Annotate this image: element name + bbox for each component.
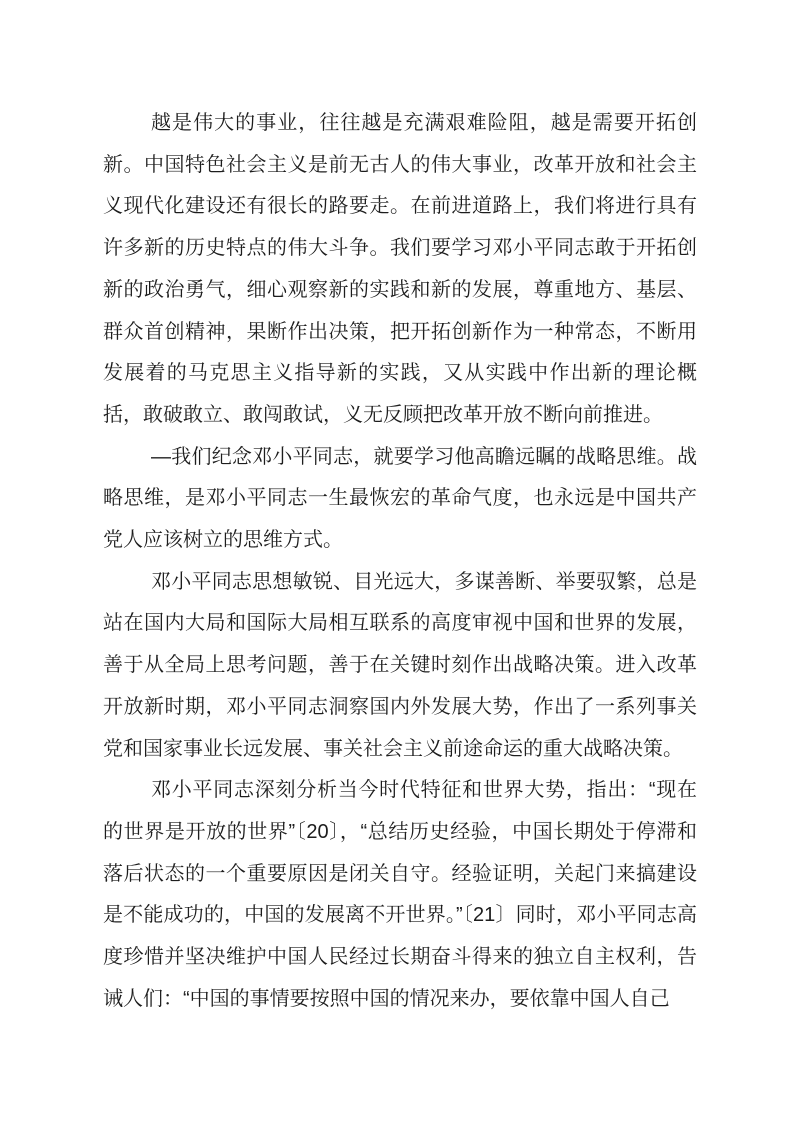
paragraph-4: 邓小平同志深刻分析当今时代特征和世界大势，指出：“现在的世界是开放的世界”〔20〕，“总结历史经验，中国长期处于停滞和落后状态的一个重要原因是闭关自守。经验证明，关起门来搞建设是不能成功的，中国的发展离不开世界。”〔21〕同时，邓小平同志高度珍惜并坚决维护中国人民经过长期奋斗得来的独立自主权利，告诫人们：“中国的事情要按照中国的情况来办，要依靠中国人自己 bbox=[103, 779, 697, 1010]
paragraph-2: —我们纪念邓小平同志，就要学习他高瞻远瞩的战略思维。战略思维，是邓小平同志一生最恢宏的革命气度，也永远是中国共产党人应该树立的思维方式。 bbox=[103, 445, 697, 552]
paragraph-1: 越是伟大的事业，往往越是充满艰难险阻，越是需要开拓创新。中国特色社会主义是前无古人的伟大事业，改革开放和社会主义现代化建设还有很长的路要走。在前进道路上，我们将进行具有许多新的历史特点的伟大斗争。我们要学习邓小平同志敢于开拓创新的政治勇气，细心观察新的实践和新的发展，尊重地方、基层、群众首创精神，果断作出决策，把开拓创新作为一种常态，不断用发展着的马克思主义指导新的实践，又从实践中作出新的理论概括，敢破敢立、敢闯敢试，义无反顾把改革开放不断向前推进。 bbox=[103, 112, 697, 426]
document-body bbox=[103, 103, 697, 1020]
paragraph-3: 邓小平同志思想敏锐、目光远大，多谋善断、举要驭繁，总是站在国内大局和国际大局相互联系的高度审视中国和世界的发展，善于从全局上思考问题，善于在关键时刻作出战略决策。进入改革开放新时期，邓小平同志洞察国内外发展大势，作出了一系列事关党和国家事业长远发展、事关社会主义前途命运的重大战略决策。 bbox=[103, 570, 697, 760]
